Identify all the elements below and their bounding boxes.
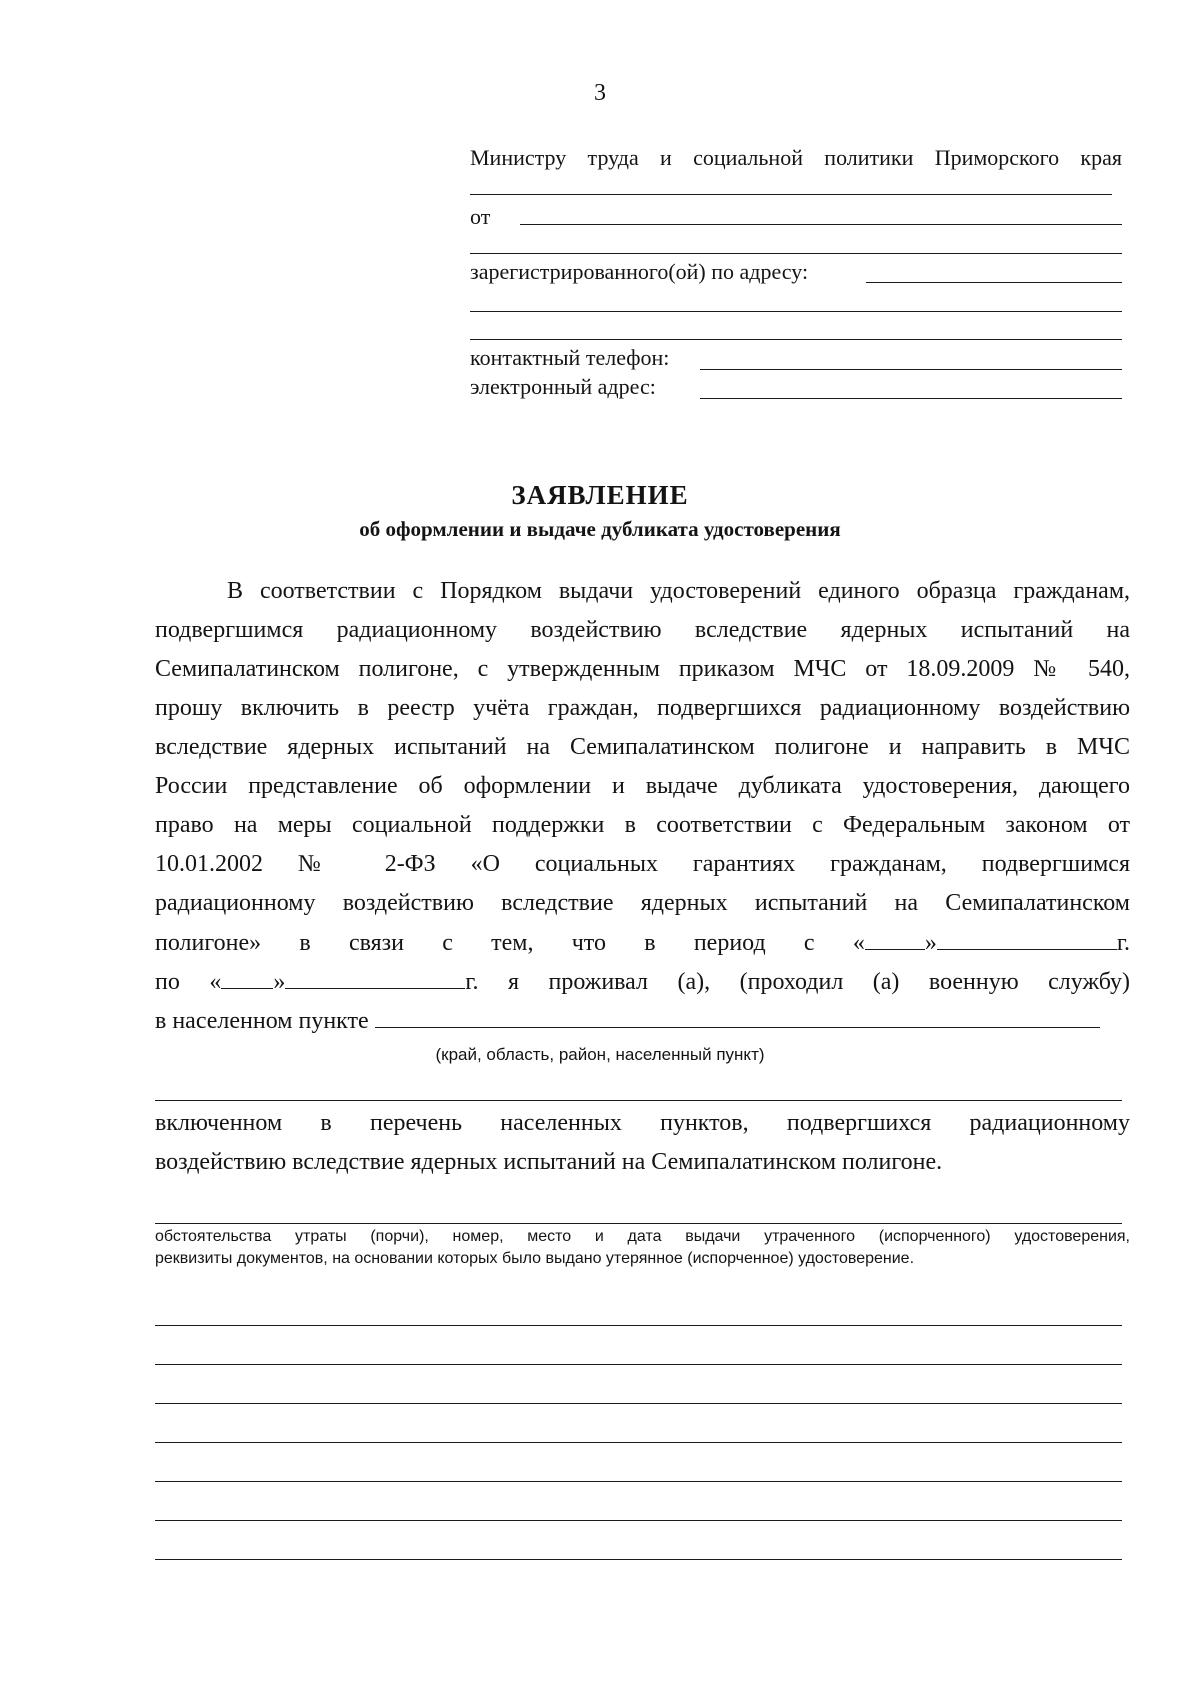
circumstances-note-line1: обстоятельства утраты (порчи), номер, место и дата выдачи утраченного (испорченного) удостоверения, <box>155 1228 1130 1245</box>
body-line-8: 10.01.2002 № 2-ФЗ «О социальных гарантиях гражданам, подвергшимся <box>155 851 1130 877</box>
body-line-7: право на меры социальной поддержки в соответствии с Федеральным законом от <box>155 812 1130 838</box>
writing-line-3[interactable] <box>155 1403 1122 1404</box>
included-line-1: включенном в перечень населенных пунктов, подвергшихся радиационному <box>155 1110 1130 1136</box>
period-from-month-field[interactable] <box>937 929 1117 950</box>
body-line-6: России представление об оформлении и выдаче дубликата удостоверения, дающего <box>155 773 1130 799</box>
address-field-line3[interactable] <box>470 339 1122 340</box>
period-from-text: полигоне» в связи с тем, что в период с « <box>155 930 865 956</box>
settlement-label: в населенном пункте <box>155 1008 369 1034</box>
writing-line-7[interactable] <box>155 1559 1122 1560</box>
circumstances-note-line2: реквизиты документов, на основании которых было выдано утерянное (испорченное) удостоверение. <box>155 1250 915 1267</box>
period-to-month-field[interactable] <box>285 968 465 989</box>
settlement-field-line2[interactable] <box>155 1100 1122 1101</box>
body-line-3: Семипалатинском полигоне, с утвержденным приказом МЧС от 18.09.2009 № 540, <box>155 656 1130 682</box>
registered-address-label: зарегистрированного(ой) по адресу: <box>470 259 809 284</box>
body-line-4: прошу включить в реестр учёта граждан, подвергшихся радиационному воздействию <box>155 695 1130 721</box>
email-label: электронный адрес: <box>470 374 656 399</box>
body-line-5: вследствие ядерных испытаний на Семипалатинском полигоне и направить в МЧС <box>155 734 1130 760</box>
body-line-settlement <box>155 1007 1130 1035</box>
page-number: 3 <box>594 80 606 106</box>
writing-line-4[interactable] <box>155 1442 1122 1443</box>
document-subtitle: об оформлении и выдаче дубликата удостоверения <box>359 517 841 541</box>
writing-line-1[interactable] <box>155 1325 1122 1326</box>
settlement-caption: (край, область, район, населенный пункт) <box>435 1045 765 1064</box>
addressee-blank[interactable] <box>470 194 1112 195</box>
writing-line-2[interactable] <box>155 1364 1122 1365</box>
body-line-period-from <box>155 929 1130 957</box>
quote-close: » <box>924 930 937 956</box>
year-abbr: г. <box>1116 930 1130 956</box>
included-line-2: воздействию вследствие ядерных испытаний на Семипалатинском полигоне. <box>155 1149 943 1175</box>
body-line-2: подвергшимся радиационному воздействию вследствие ядерных испытаний на <box>155 617 1130 643</box>
from-label: от <box>470 204 491 229</box>
address-field-line2[interactable] <box>470 311 1122 312</box>
body-line-period-to <box>155 968 1130 996</box>
writing-line-5[interactable] <box>155 1481 1122 1482</box>
document-title: ЗАЯВЛЕНИЕ <box>511 480 689 510</box>
email-field[interactable] <box>700 398 1122 399</box>
from-field[interactable] <box>520 224 1122 225</box>
phone-label: контактный телефон: <box>470 345 670 370</box>
address-field[interactable] <box>866 282 1122 283</box>
writing-line-6[interactable] <box>155 1520 1122 1521</box>
settlement-field[interactable] <box>375 1007 1100 1028</box>
residence-text: г. я проживал (а), (проходил (а) военную службу) <box>465 969 1130 995</box>
phone-field[interactable] <box>700 369 1122 370</box>
circumstances-field[interactable] <box>155 1223 1122 1224</box>
addressee-line: Министру труда и социальной политики Приморского края <box>470 145 1122 170</box>
body-line-9: радиационному воздействию вследствие ядерных испытаний на Семипалатинском <box>155 890 1130 916</box>
period-to-text: по « <box>155 969 222 995</box>
from-field-continued[interactable] <box>470 253 1122 254</box>
period-from-day-field[interactable] <box>865 929 925 950</box>
body-line-1: В соответствии с Порядком выдачи удостоверений единого образца гражданам, <box>227 578 1130 604</box>
period-to-day-field[interactable] <box>221 968 273 989</box>
quote-close-2: » <box>273 969 286 995</box>
